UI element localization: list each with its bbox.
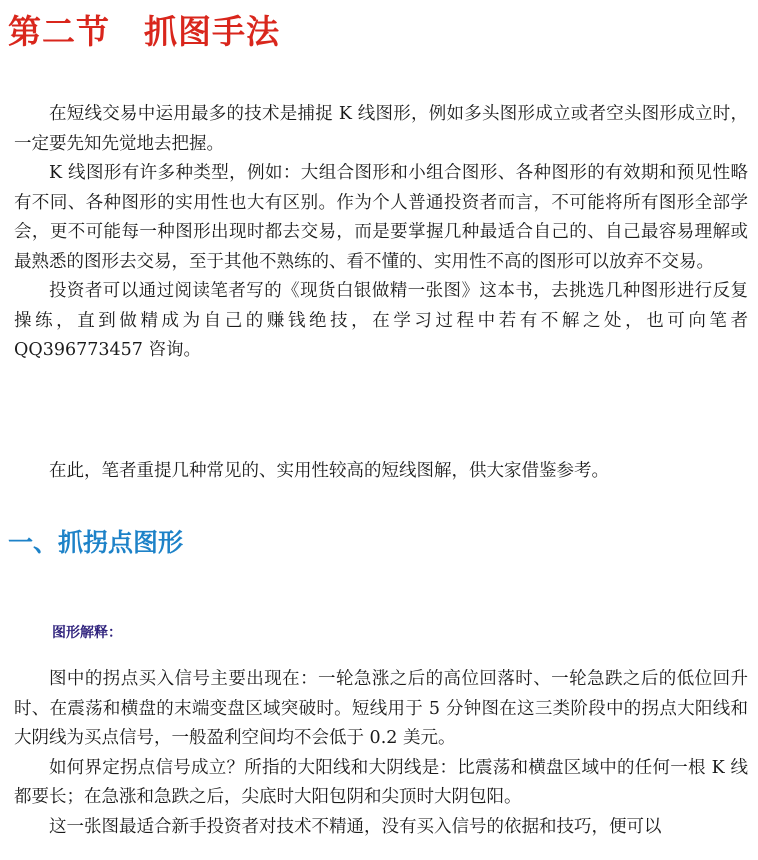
section-body bbox=[14, 665, 748, 842]
section-subheading: 图形解释： bbox=[52, 625, 122, 641]
section-paragraph-1: 图中的拐点买入信号主要出现在：一轮急涨之后的高位回落时、一轮急跌之后的低位回升时、在震荡和横盘的末端变盘区域突破时。短线用于 5 分钟图在这三类阶段中的拐点大阳线和大阴线为买点信号，一般盈利空间均不会低于 0.2 美元。 bbox=[14, 669, 748, 748]
section-paragraph-3: 这一张图最适合新手投资者对技术不精通，没有买入信号的依据和技巧，便可以 bbox=[49, 816, 662, 837]
intro-paragraph-1: 在短线交易中运用最多的技术是捕捉 K 线图形，例如多头图形成立或者空头图形成立时，一定要先知先觉地去把握。 bbox=[14, 104, 748, 154]
section-heading: 一、抓拐点图形 bbox=[8, 528, 184, 557]
intro-paragraph-2: K 线图形有许多种类型，例如：大组合图形和小组合图形、各种图形的有效期和预见性略有不同、各种图形的实用性也大有区别。作为个人普通投资者而言，不可能将所有图形全部学会，更不可能每一种图形出现时都去交易，而是要掌握几种最适合自己的、自己最容易理解或最熟悉的图形去交易，至于其他不熟练的、看不懂的、实用性不高的图形可以放弃不交易。 bbox=[14, 163, 748, 272]
chapter-title: 第二节 抓图手法 bbox=[8, 12, 280, 51]
section-paragraph-2: 如何界定拐点信号成立？所指的大阳线和大阴线是：比震荡和横盘区域中的任何一根 K 线都要长；在急涨和急跌之后，尖底时大阳包阴和尖顶时大阴包阳。 bbox=[14, 757, 748, 807]
intro-body bbox=[14, 100, 748, 366]
intro-paragraph-3: 投资者可以通过阅读笔者写的《现货白银做精一张图》这本书，去挑选几种图形进行反复操练，直到做精成为自己的赚钱绝技，在学习过程中若有不解之处，也可向笔者 QQ396773457 咨询。 bbox=[14, 281, 748, 360]
intro-note: 在此，笔者重提几种常见的、实用性较高的短线图解，供大家借鉴参考。 bbox=[49, 461, 609, 481]
intro-note-block bbox=[14, 457, 748, 487]
